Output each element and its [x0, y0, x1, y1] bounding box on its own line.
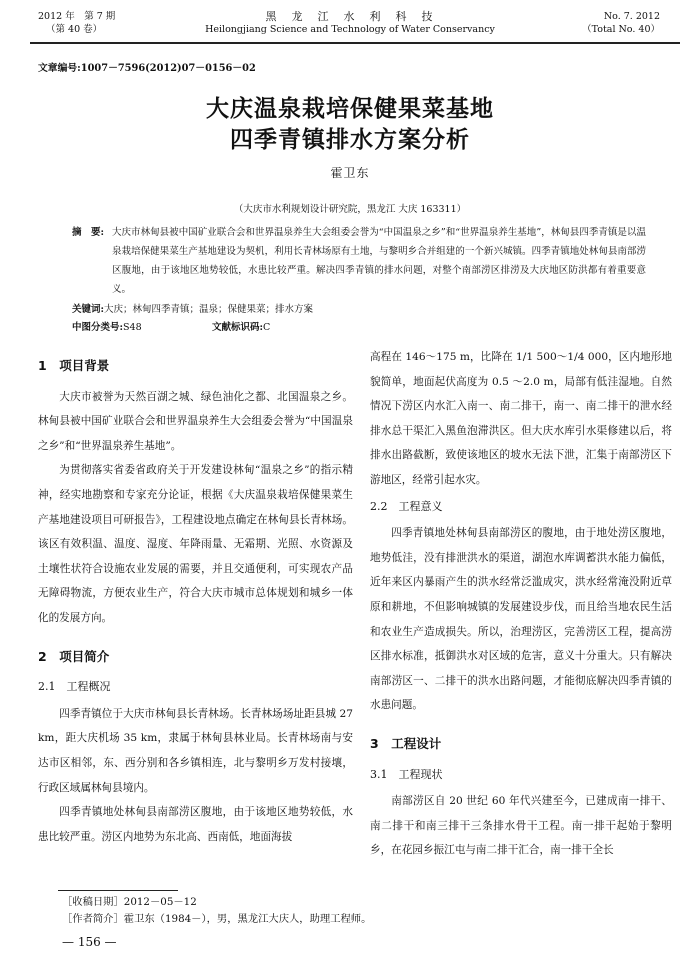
section-1-title: 1 项目背景: [38, 358, 110, 373]
keywords: [72, 300, 313, 319]
journal-name-en: Heilongjiang Science and Technology of Water Conservancy: [205, 24, 495, 35]
volume-line: （第 40 卷）: [46, 24, 103, 35]
right-column: [370, 345, 672, 863]
article-number: 文章编号:1007－7596(2012)07－0156－02: [38, 63, 256, 74]
title-line-1: 大庆温泉栽培保健果菜基地: [206, 96, 494, 122]
clc-label: 中图分类号:: [72, 322, 124, 333]
paragraph: 四季青镇地处林甸县南部涝区腹地，由于该地区地势较低，水患比较严重。涝区内地势为东北高、西南低，地面海拔: [38, 806, 353, 843]
keywords-label: 关键词:: [72, 304, 105, 315]
total-no: （Total No. 40）: [582, 24, 660, 35]
section-2-title: 2 项目简介: [38, 648, 110, 664]
doc-code-label: 文献标识码:: [212, 322, 264, 333]
footnotes: [62, 894, 371, 928]
author: 霍卫东: [330, 166, 370, 180]
footnote-rule: [58, 890, 178, 891]
received-date: ［收稿日期］2012－05－12: [62, 896, 197, 908]
page-number: — 156 —: [62, 935, 117, 949]
section-3-1-title: 3.1 工程现状: [370, 767, 443, 781]
clc-number: [72, 318, 142, 337]
paragraph: 四季青镇位于大庆市林甸县长青林场。长青林场场址距县城 27 km，距大庆机场 35 km，隶属于林甸县林业局。长青林场南与安达市区相邻，东、西分别和各乡镇相连，北与黎明乡万发村接壤，行政区域属林甸县境内。: [38, 707, 353, 794]
issue-no: No. 7. 2012: [603, 11, 660, 22]
section-2-1-title: 2.1 工程概况: [38, 680, 111, 694]
journal-name-cn: 黑 龙 江 水 利 科 技: [265, 10, 435, 23]
section-3-title: 3 工程设计: [370, 735, 442, 751]
title-line-2: 四季青镇排水方案分析: [230, 127, 470, 153]
doc-code-value: C: [263, 322, 271, 333]
paragraph: 大庆市被誉为天然百湖之城、绿色油化之都、北国温泉之乡。林甸县被中国矿业联合会和世界温泉养生大会组委会誉为“中国温泉之乡”和“世界温泉养生基地”。: [38, 390, 353, 452]
header-rule: [30, 42, 680, 44]
paragraph: 四季青镇地处林甸县南部涝区的腹地，由于地处涝区腹地，地势低洼，没有排泄洪水的渠道，湖泡水库调蓄洪水能力偏低，近年来区内暴雨产生的洪水经常泛滥成灾，洪水经常淹没附近草原和耕地，不但影响城镇的发展建设步伐，而且给当地农民生活和农业生产造成损失。所以，治理涝区，完善涝区工程，提高涝区排水标准，抵御洪水对区域的危害，意义十分重大。只有解决南部涝区一、二排干的洪水出路问题，才能彻底解决四季青镇的水患问题。: [370, 527, 672, 712]
paragraph: 为贯彻落实省委省政府关于开发建设林甸“温泉之乡”的指示精神，经实地勘察和专家充分论证，根据《大庆温泉栽培保健果菜生产基地建设项目可研报告》，工程建设地点确定在林甸县长青林场。该区有效积温、温度、湿度、年降雨量、无霜期、光照、水资源及土壤性状符合设施农业发展的需要，并且交通便利，可实现农产品无障碍物流，方便农业生产，符合大庆市城市总体规划和城乡一体化的发展方向。: [38, 464, 353, 624]
paragraph: 南部涝区自 20 世纪 60 年代兴建至今，已建成南一排干、南二排干和南三排干三条排水骨干工程。南一排干起始于黎明乡，在花园乡振江屯与南二排干汇合，南一排干全长: [370, 795, 672, 857]
document-code: [212, 318, 270, 337]
abstract-text: 大庆市林甸县被中国矿业联合会和世界温泉养生大会组委会誉为“中国温泉之乡”和“世界温泉养生基地”，林甸县四季青镇是以温泉栽培保健果菜生产基地建设为契机，利用长青林场原有土地，与黎明乡合并组建的一个新兴城镇。四季青镇地处林甸县南部涝区腹地，由于该地区地势较低，水患比较严重。解决四季青镇的排水问题，对整个南部涝区排涝及大庆地区防洪都有着重要意义。: [112, 227, 646, 295]
abstract: [72, 223, 646, 299]
paragraph: 高程在 146～175 m，比降在 1/1 500～1/4 000，区内地形地貌简单，地面起伏高度为 0.5 ～2.0 m，局部有低洼湿地。自然情况下涝区内水汇入南一、南二排干，南一、南二排干的泄水经排水总干渠汇入黑鱼泡滞洪区。但大庆水库引水渠修建以后，将排水出路截断，致使该地区的坡水无法下泄，汇集于南部涝区下游地区，经常引起水灾。: [370, 351, 672, 486]
clc-value: S48: [123, 322, 142, 333]
issue-line: 2012 年 第 7 期: [38, 11, 116, 22]
keywords-text: 大庆；林甸四季青镇；温泉；保健果菜；排水方案: [104, 304, 314, 315]
header-right: [582, 10, 660, 36]
abstract-label: 摘 要:: [72, 227, 105, 238]
section-2-2-title: 2.2 工程意义: [370, 499, 443, 513]
left-column: [38, 340, 353, 849]
affiliation: （大庆市水利规划设计研究院，黑龙江 大庆 163311）: [233, 204, 467, 215]
author-bio: ［作者简介］霍卫东（1984－），男，黑龙江大庆人，助理工程师。: [62, 913, 372, 925]
